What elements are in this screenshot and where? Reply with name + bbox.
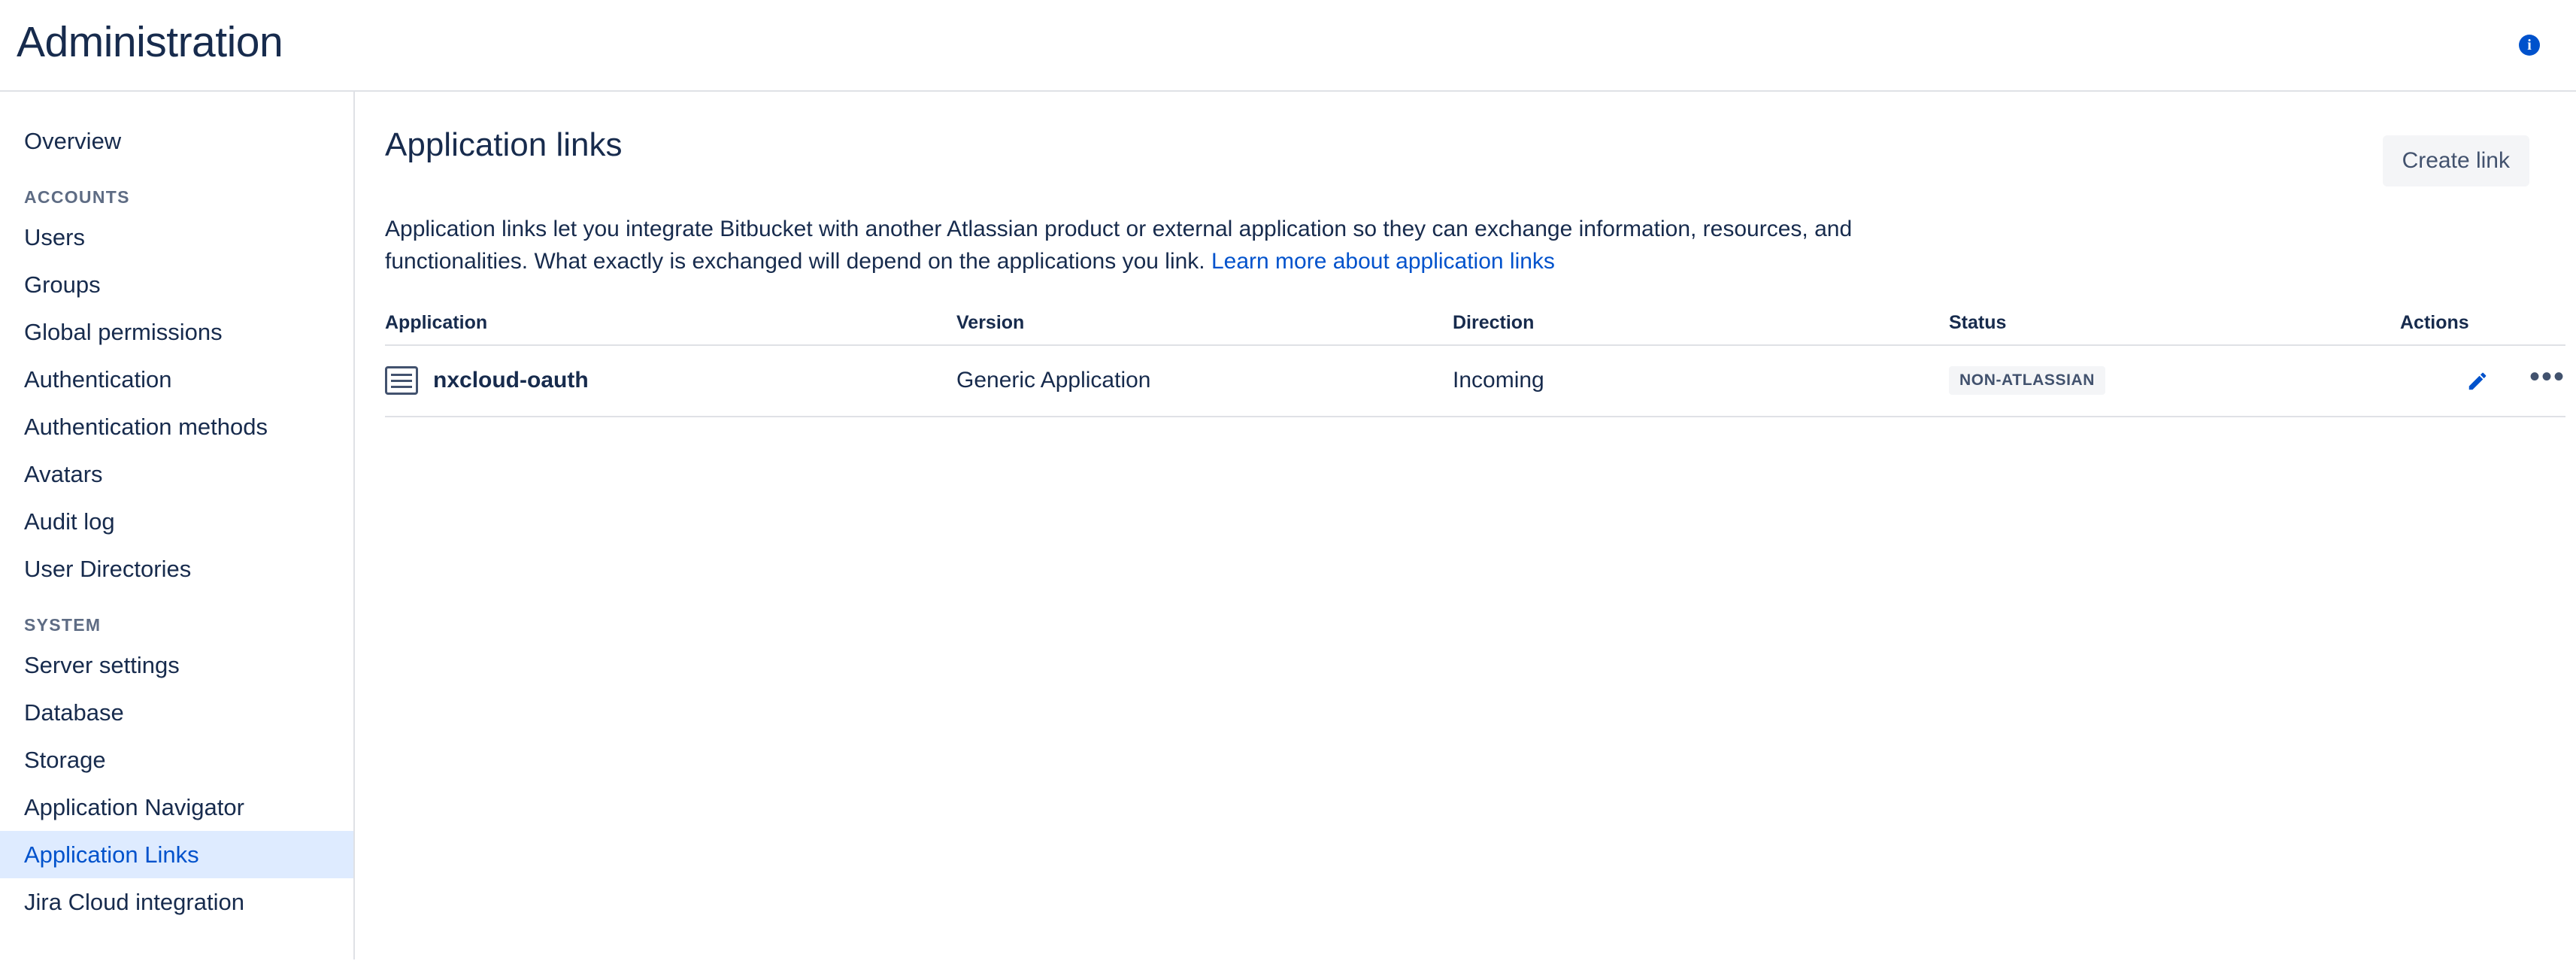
description-text: Application links let you integrate Bitbucket with another Atlassian product or external application so they can exchange information, resources, and functionalities. What exactly is exchanged will depend on the applications you link. [385, 217, 1853, 274]
page-description [385, 214, 1889, 277]
table-head [385, 312, 2565, 345]
create-link-button[interactable]: Create link [2383, 135, 2529, 186]
table-body [385, 345, 2565, 417]
sidebar-section-system: SYSTEM [24, 615, 102, 635]
sidebar-item-jira-cloud-integration[interactable]: Jira Cloud integration [24, 889, 244, 915]
application-links-table [385, 312, 2565, 417]
table-header-row [385, 312, 2565, 345]
header-actions [2519, 35, 2540, 56]
page-header [0, 0, 2576, 92]
sidebar-item-application-links[interactable]: Application Links [0, 831, 353, 878]
column-header-actions: Actions [2400, 312, 2565, 345]
sidebar-item-audit-log[interactable]: Audit log [24, 508, 115, 535]
table-row [385, 345, 2565, 417]
sidebar-section-accounts: ACCOUNTS [24, 187, 130, 207]
column-header-version: Version [956, 312, 1453, 345]
cell-direction: Incoming [1453, 345, 1949, 417]
sidebar-item-users[interactable]: Users [24, 224, 85, 250]
cell-status [1949, 345, 2400, 417]
sidebar-item-application-navigator[interactable]: Application Navigator [24, 794, 244, 820]
page-body [0, 92, 2576, 959]
more-actions-icon[interactable]: ••• [2529, 359, 2565, 393]
page-title-administration: Administration [17, 17, 283, 66]
sidebar-item-storage[interactable]: Storage [24, 747, 106, 773]
column-header-application: Application [385, 312, 956, 345]
sidebar-item-authentication-methods[interactable]: Authentication methods [24, 414, 268, 440]
content-title: Application links [385, 126, 623, 163]
application-cell-content [385, 366, 956, 395]
edit-icon[interactable] [2466, 370, 2489, 393]
main-inner [385, 126, 2565, 417]
admin-sidebar [0, 92, 355, 959]
content-header [385, 126, 2529, 186]
sidebar-item-user-directories[interactable]: User Directories [24, 556, 192, 582]
status-badge: NON-ATLASSIAN [1949, 366, 2105, 395]
cell-actions [2400, 345, 2565, 417]
sidebar-item-avatars[interactable]: Avatars [24, 461, 103, 487]
column-header-direction: Direction [1453, 312, 1949, 345]
cell-application [385, 345, 956, 417]
sidebar-item-server-settings[interactable]: Server settings [24, 652, 180, 678]
column-header-status: Status [1949, 312, 2400, 345]
main-content [355, 92, 2576, 959]
sidebar-item-database[interactable]: Database [24, 699, 124, 726]
learn-more-link[interactable]: Learn more about application links [1211, 248, 1555, 274]
sidebar-item-groups[interactable]: Groups [24, 271, 101, 298]
info-icon[interactable]: i [2519, 35, 2540, 56]
generic-application-icon [385, 366, 418, 395]
cell-version: Generic Application [956, 345, 1453, 417]
application-name[interactable]: nxcloud-oauth [433, 367, 589, 393]
sidebar-item-global-permissions[interactable]: Global permissions [24, 319, 223, 345]
sidebar-item-authentication[interactable]: Authentication [24, 366, 172, 393]
sidebar-item-overview[interactable]: Overview [24, 128, 122, 154]
